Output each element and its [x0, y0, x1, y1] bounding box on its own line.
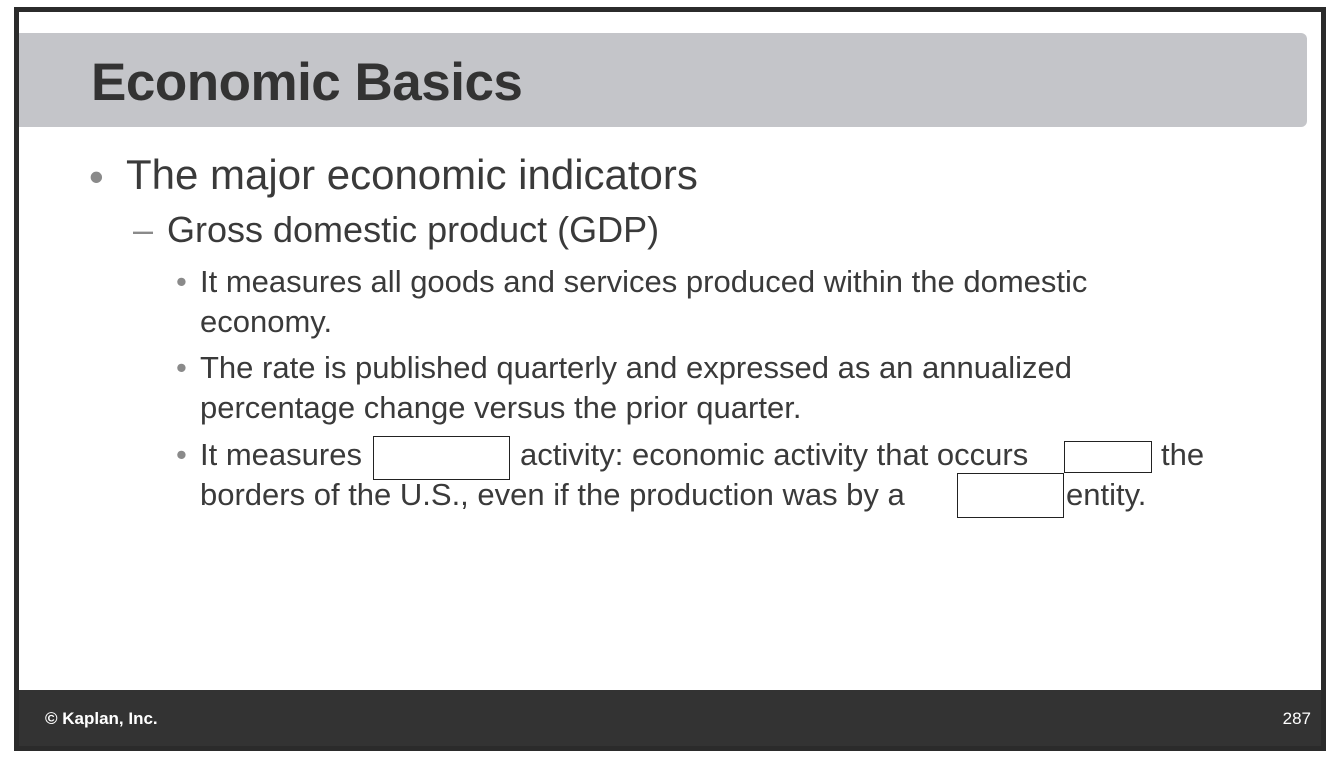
bullet-level2-text: Gross domestic product (GDP) [167, 209, 660, 250]
slide-title: Economic Basics [91, 53, 523, 112]
answer-blank-3[interactable] [957, 473, 1064, 518]
copyright-text: © Kaplan, Inc. [45, 709, 158, 728]
bullet-dot: • [176, 437, 187, 472]
bullet-level3-text: the [1161, 437, 1205, 472]
slide-footer [19, 690, 1321, 746]
bullet-level3-text: activity: economic activity that occurs [520, 437, 1029, 472]
bullet-level3-text-cont: percentage change versus the prior quarter. [200, 390, 802, 425]
bullet-level1-text: The major economic indicators [126, 151, 698, 198]
title-bar [19, 33, 1307, 127]
answer-blank-1[interactable] [373, 436, 510, 480]
bullet-level3-text: It measures all goods and services produced within the domestic [200, 264, 1088, 299]
bullet-dot: • [89, 153, 104, 200]
bullet-dot: • [176, 264, 187, 299]
bullet-dot: • [176, 350, 187, 385]
sub-bullet-dash: – [133, 209, 154, 250]
answer-blank-2[interactable] [1064, 441, 1152, 473]
page-number: 287 [1282, 709, 1311, 728]
bullet-level3-text-cont: entity. [1066, 477, 1147, 512]
bullet-level3-text: The rate is published quarterly and expressed as an annualized [200, 350, 1072, 385]
slide [14, 7, 1326, 751]
bullet-level3-text: It measures [200, 437, 362, 472]
bullet-level3-text-cont: borders of the U.S., even if the production was by a [200, 477, 905, 512]
bullet-level3-text-cont: economy. [200, 304, 333, 339]
